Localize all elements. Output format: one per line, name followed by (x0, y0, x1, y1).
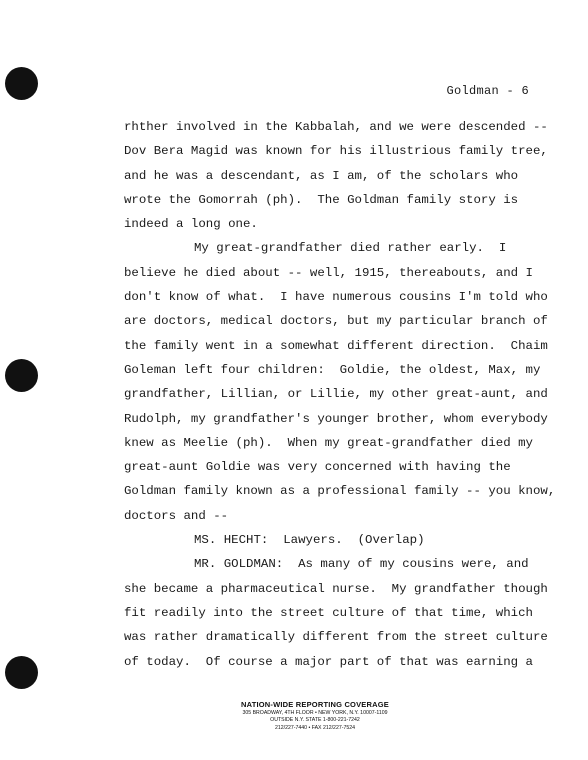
transcript-line: believe he died about -- well, 1915, thereabouts, and I (124, 265, 533, 280)
transcript-line: was rather dramatically different from the street culture (124, 630, 548, 645)
footer-outside-state: OUTSIDE N.Y. STATE 1-800-221-7242 (270, 717, 360, 724)
page-header: Goldman - 6 (446, 84, 529, 98)
transcript-line: indeed a long one. (124, 217, 258, 232)
transcript-line: MS. HECHT: Lawyers. (Overlap) (194, 533, 425, 548)
transcript-line: Rudolph, my grandfather's younger brother, whom everybody (124, 411, 548, 426)
footer-title: NATION-WIDE REPORTING COVERAGE (241, 700, 389, 709)
transcript-line: she became a pharmaceutical nurse. My grandfather though (124, 581, 548, 596)
transcript-line: knew as Meelie (ph). When my great-grandfather died my (124, 435, 533, 450)
transcript-line: are doctors, medical doctors, but my particular branch of (124, 314, 548, 329)
transcript-line: doctors and -- (124, 508, 229, 523)
transcript-line: rhther involved in the Kabbalah, and we were descended -- (124, 120, 548, 134)
transcript-line: Goleman left four children: Goldie, the oldest, Max, my (124, 362, 541, 377)
transcript-line: grandfather, Lillian, or Lillie, my other great-aunt, and (124, 387, 548, 402)
punch-hole-bottom (5, 656, 38, 689)
transcript-line: don't know of what. I have numerous cousins I'm told who (124, 290, 548, 305)
transcript-line: the family went in a somewhat different direction. Chaim (124, 338, 548, 353)
transcript-line: fit readily into the street culture of that time, which (124, 605, 533, 620)
footer-phone-fax: 212/227-7440 • FAX 212/227-7524 (275, 724, 355, 731)
transcript-line: My great-grandfather died rather early. I (194, 241, 507, 256)
reporter-footer (200, 700, 430, 732)
transcript-body (124, 115, 556, 674)
transcript-line: great-aunt Goldie was very concerned with having the (124, 460, 511, 475)
punch-hole-top (5, 67, 38, 100)
transcript-line: Goldman family known as a professional family -- you know, (124, 484, 556, 499)
footer-address: 305 BROADWAY, 4TH FLOOR • NEW YORK, N.Y. 10007-1109 (242, 710, 388, 716)
transcript-line: MR. GOLDMAN: As many of my cousins were, and (194, 557, 529, 572)
transcript-line: of today. Of course a major part of that was earning a (124, 654, 533, 669)
transcript-line: wrote the Gomorrah (ph). The Goldman family story is (124, 192, 519, 207)
punch-hole-middle (5, 359, 38, 392)
transcript-line: Dov Bera Magid was known for his illustrious family tree, (124, 144, 548, 159)
transcript-line: and he was a descendant, as I am, of the scholars who (124, 168, 519, 183)
